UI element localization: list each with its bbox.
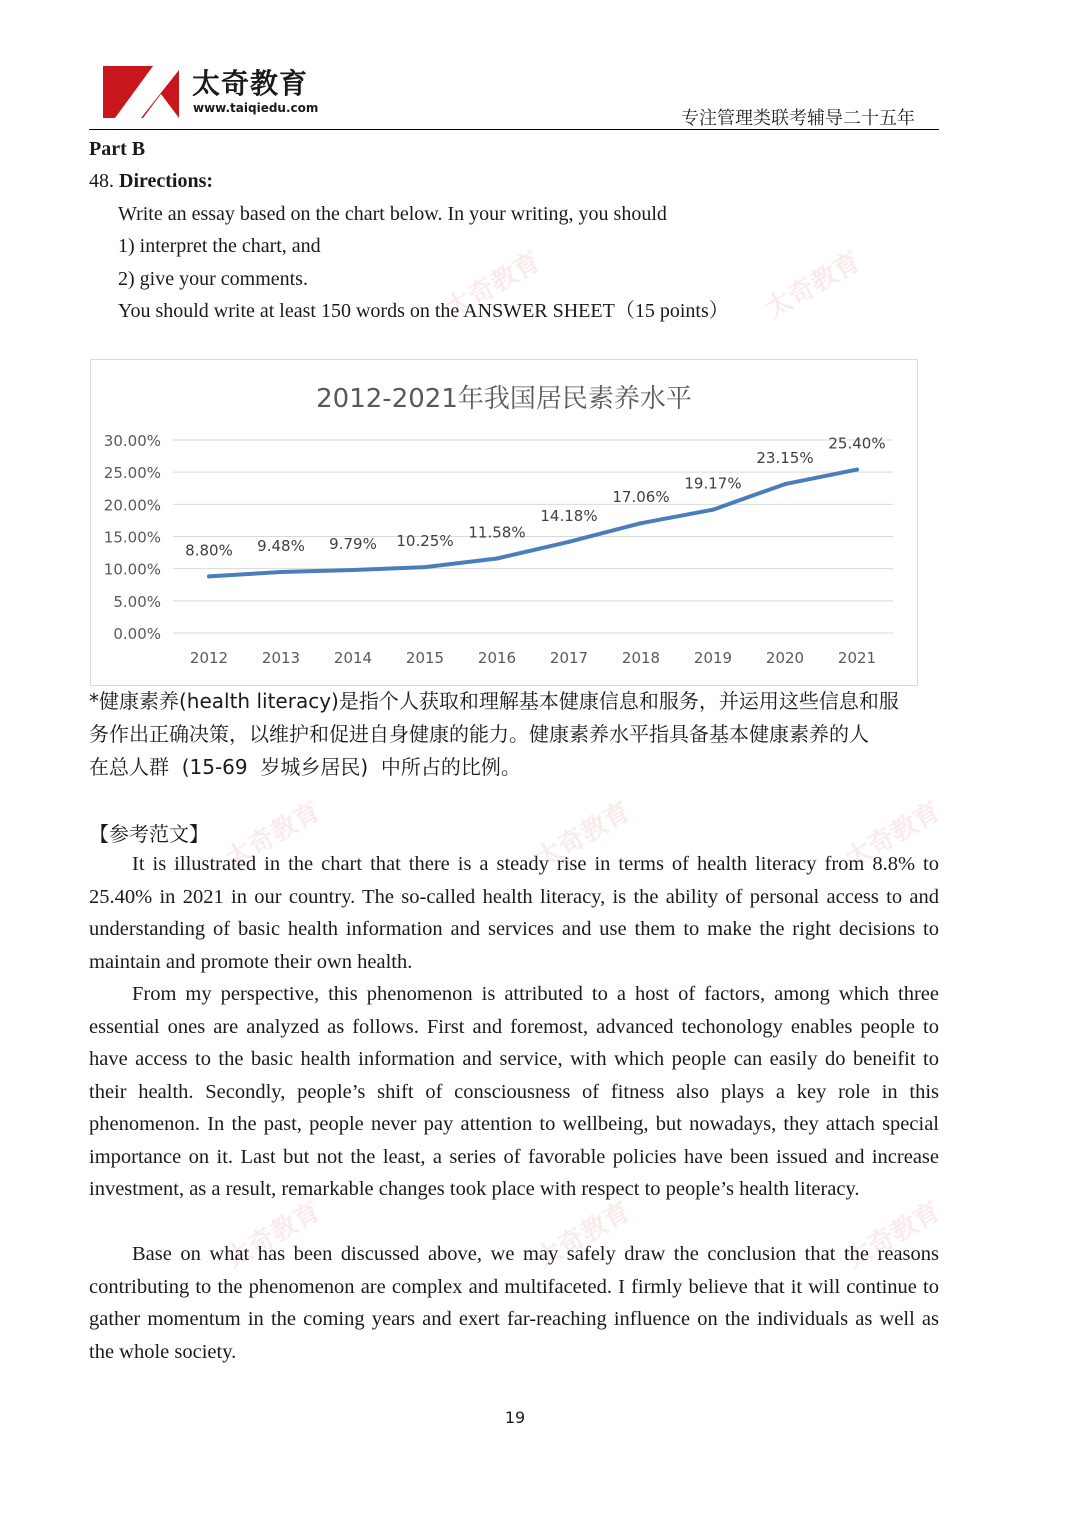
series-line	[209, 470, 857, 577]
data-label: 19.17%	[684, 474, 742, 493]
header-slogan: 专注管理类联考辅导二十五年	[681, 108, 915, 128]
line-chart	[91, 360, 917, 685]
header-divider	[89, 129, 939, 130]
chart-frame	[90, 359, 918, 686]
x-tick-label: 2015	[405, 649, 445, 667]
logo-text: 太奇教育	[192, 67, 309, 100]
data-label: 25.40%	[828, 434, 886, 453]
watermark: 太奇教育	[840, 1196, 946, 1275]
sample-essay-label: 【参考范文】	[89, 822, 209, 846]
x-tick-label: 2021	[837, 649, 877, 667]
data-label: 17.06%	[612, 488, 670, 507]
y-tick-label: 30.00%	[103, 432, 161, 450]
data-label: 9.48%	[257, 537, 305, 556]
y-tick-label: 5.00%	[113, 592, 161, 611]
data-point	[495, 557, 499, 561]
x-tick-label: 2020	[765, 649, 805, 667]
watermark: 太奇教育	[440, 246, 546, 325]
essay-paragraph: From my perspective, this phenomenon is attributed to a host of factors, among which three essential ones are analyzed as follows. First and foremost, advanced techonology enables people to have access to the basic health information and service, with which people can easily do beneifit to their health. Secondly, people’s shift of consciousness of fitness also plays a key role in this phenomenon. In the past, people never pay attention to wellbeing, but nowadays, they attach special importance on it. Last but not the least, a series of favorable policies have been issued and increase investment, as a result, remarkable changes took place with respect to people’s health literacy.	[89, 983, 939, 1200]
data-label: 10.25%	[396, 532, 454, 551]
logo-icon	[103, 66, 179, 118]
data-label: 9.79%	[329, 535, 377, 554]
question-heading	[89, 169, 213, 193]
data-point	[423, 565, 427, 569]
data-label: 11.58%	[468, 523, 526, 542]
watermark: 太奇教育	[220, 796, 326, 875]
watermark: 太奇教育	[840, 796, 946, 875]
watermark: 太奇教育	[530, 796, 636, 875]
direction-line: 1) interpret the chart, and	[118, 235, 321, 257]
data-point	[351, 568, 355, 572]
y-tick-label: 10.00%	[103, 560, 161, 579]
direction-line: Write an essay based on the chart below. In your writing, you should	[118, 203, 667, 225]
x-tick-label: 2017	[549, 649, 589, 667]
data-point	[279, 570, 283, 574]
y-tick-label: 20.00%	[103, 496, 161, 515]
y-tick-label: 25.00%	[103, 464, 161, 483]
question-number: 48.	[89, 170, 114, 192]
data-point	[639, 521, 643, 525]
essay-paragraph: It is illustrated in the chart that there is a steady rise in terms of health literacy from 8.8% to 25.40% in 2021 in our country. The so-called health literacy, is the ability of personal access to and understanding of basic health information and services and use them to make the right decisions to maintain and promote their own health.	[89, 853, 939, 973]
data-label: 23.15%	[756, 449, 814, 468]
watermark: 太奇教育	[530, 1196, 636, 1275]
logo-url: www.taiqiedu.com	[193, 101, 319, 115]
direction-line: You should write at least 150 words on the ANSWER SHEET（15 points）	[118, 300, 729, 322]
direction-line: 2) give your comments.	[118, 268, 308, 290]
y-tick-label: 0.00%	[113, 625, 161, 643]
chart-title: 2012-2021年我国居民素养水平	[316, 384, 692, 414]
watermark: 太奇教育	[220, 1196, 326, 1275]
x-tick-label: 2018	[621, 649, 661, 667]
data-point	[207, 574, 211, 578]
footnote-line: 在总人群 (15-69 岁城乡居民) 中所占的比例。	[89, 755, 521, 779]
data-label: 14.18%	[540, 506, 598, 525]
data-point	[711, 508, 715, 512]
data-point	[567, 540, 571, 544]
footnote-line: *健康素养(health literacy)是指个人获取和理解基本健康信息和服务，并运用这些信息和服	[89, 689, 899, 713]
x-tick-label: 2013	[261, 649, 301, 667]
watermark: 太奇教育	[760, 246, 866, 325]
page-number: 19	[504, 1408, 526, 1427]
data-point	[783, 482, 787, 486]
x-tick-label: 2012	[189, 649, 229, 667]
y-tick-label: 15.00%	[103, 528, 161, 547]
x-tick-label: 2019	[693, 649, 733, 667]
data-label: 8.80%	[185, 541, 233, 560]
essay-paragraph: Base on what has been discussed above, we may safely draw the conclusion that the reasons contributing to the phenomenon are complex and multifaceted. I firmly believe that it will continue to gather momentum in the coming years and exert far-reaching influence on the individuals as well as the whole society.	[89, 1243, 939, 1363]
footnote-line: 务作出正确决策，以维护和促进自身健康的能力。健康素养水平指具备基本健康素养的人	[89, 722, 869, 746]
part-label: Part B	[89, 138, 146, 160]
x-tick-label: 2014	[333, 649, 373, 667]
data-point	[855, 468, 859, 472]
x-tick-label: 2016	[477, 649, 517, 667]
directions-label: Directions:	[119, 170, 214, 192]
